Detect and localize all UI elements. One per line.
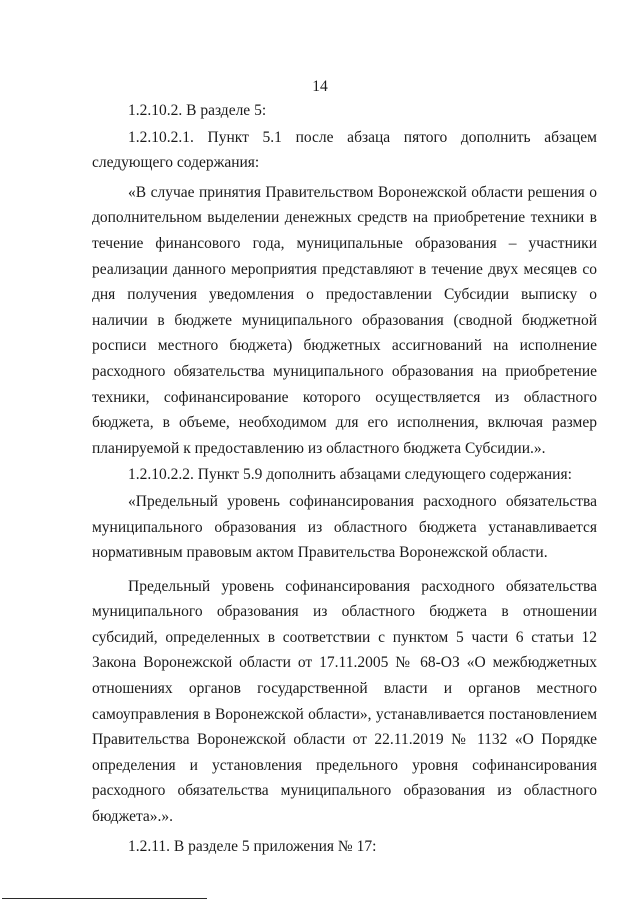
paragraph-cofinancing-level-1: «Предельный уровень софинансирования расходного обязательства муниципального образования из областного бюджета устанавливается нормативным правовым актом Правительства Воронежской области. xyxy=(92,492,597,562)
paragraph-quoted-subsidy-text: «В случае принятия Правительством Воронежской области решения о дополнительном выделении денежных средств на приобретение техники в течение финансового года, муниципальные образования – участники реализации данного мероприятия представляют в течение двух месяцев со дня получения уведомления о предоставлении Субсидии выписку о наличии в бюджете муниципального образования (сводной бюджетной росписи местного бюджета) бюджетных ассигнований на исполнение расходного обязательства муниципального образования на приобретение техники, софинансирование которого осуществляется из областного бюджета, в объеме, необходимом для его исполнения, включая размер планируемой к предоставлению из областного бюджета Субсидии.». xyxy=(92,183,597,457)
document-body xyxy=(92,98,597,859)
page-number: 14 xyxy=(312,78,328,95)
footnote-divider xyxy=(2,898,207,899)
paragraph-section-heading: 1.2.10.2. В разделе 5: xyxy=(128,102,267,119)
paragraph-cofinancing-level-2: Предельный уровень софинансирования расходного обязательства муниципального образования из областного бюджета в отношении субсидий, определенных в соответствии с пунктом 5 части 6 статьи 12 Закона Воронежской области от 17.11.2005 № 68-ОЗ «О межбюджетных отношениях органов государственной власти и органов местного самоуправления в Воронежской области», устанавливается постановлением Правительства Воронежской области от 22.11.2019 № 1132 «О Порядке определения и установления предельного уровня софинансирования расходного обязательства муниципального образования из областного бюджета».». xyxy=(92,577,597,826)
paragraph-annex-17: 1.2.11. В разделе 5 приложения № 17: xyxy=(128,837,377,855)
paragraph-point-5-9: 1.2.10.2.2. Пункт 5.9 дополнить абзацами следующего содержания: xyxy=(128,466,572,484)
paragraph-point-5-1: 1.2.10.2.1. Пункт 5.1 после абзаца пятого дополнить абзацем следующего содержания: xyxy=(92,128,597,172)
